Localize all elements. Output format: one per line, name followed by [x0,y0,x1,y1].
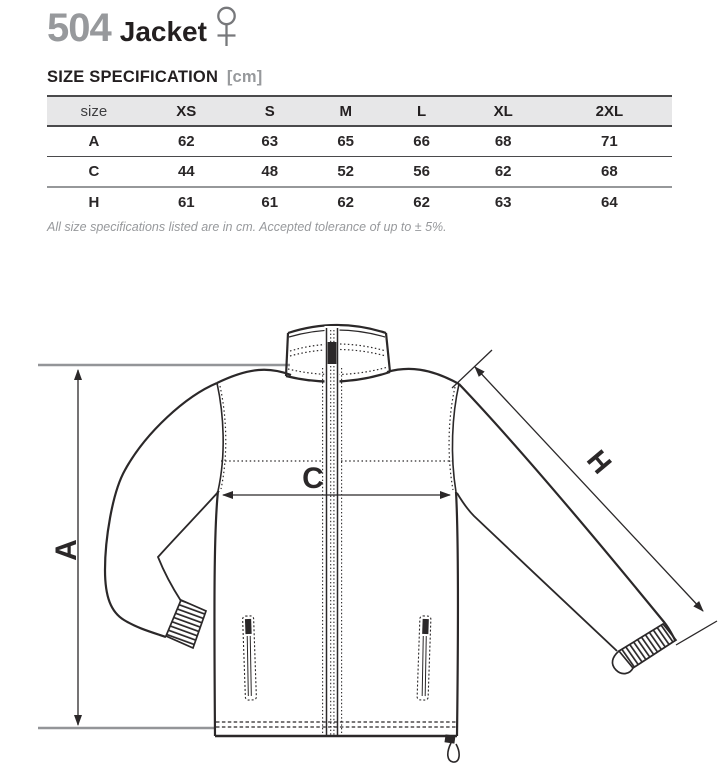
cell: 56 [384,157,460,188]
cell: 64 [601,194,618,211]
left-sleeve [105,383,219,637]
header-2xl: 2XL [547,96,672,126]
header-xs: XS [141,96,232,126]
dimension-A-label: A [50,539,83,561]
cell: 65 [308,126,384,157]
cell: 61 [261,194,279,211]
dimension-C-label: C [302,462,324,495]
cell: 48 [232,157,308,188]
header-l: L [384,96,460,126]
hem-drawcord [444,734,459,762]
right-sleeve [457,384,675,674]
right-cuff [619,624,676,668]
front-zipper [323,326,342,736]
header-size: size [47,96,141,126]
cell: 63 [494,194,512,211]
header-s: S [232,96,308,126]
cell: 62 [141,126,232,157]
cell: 61 [177,194,195,211]
left-cuff [166,600,206,648]
cell: 63 [232,126,308,157]
cell: 62 [460,157,547,188]
cell: 66 [384,126,460,157]
cell: 62 [413,194,430,211]
product-name: Jacket [119,16,207,47]
tolerance-note: All size specifications listed are in cm. Accepted tolerance of up to ± 5%. [47,220,447,234]
cell: 68 [547,157,672,188]
product-code: 504 [47,6,111,50]
dimension-A [50,370,83,725]
cell: 68 [460,126,547,157]
row-label: A [47,126,141,157]
section-title: SIZE SPECIFICATION [47,68,219,86]
row-label: H [88,194,100,211]
row-label: C [47,157,141,188]
cell: 52 [308,157,384,188]
header-m: M [308,96,384,126]
right-pocket [417,616,431,700]
cell: 71 [547,126,672,157]
dimension-H-label: H [580,444,618,480]
section-unit: [cm] [226,68,263,86]
zipper-slider [328,342,337,364]
header-xl: XL [460,96,547,126]
cell: 44 [141,157,232,188]
cell: 62 [337,194,355,211]
left-pocket [243,616,257,700]
dimension-H [452,350,717,645]
